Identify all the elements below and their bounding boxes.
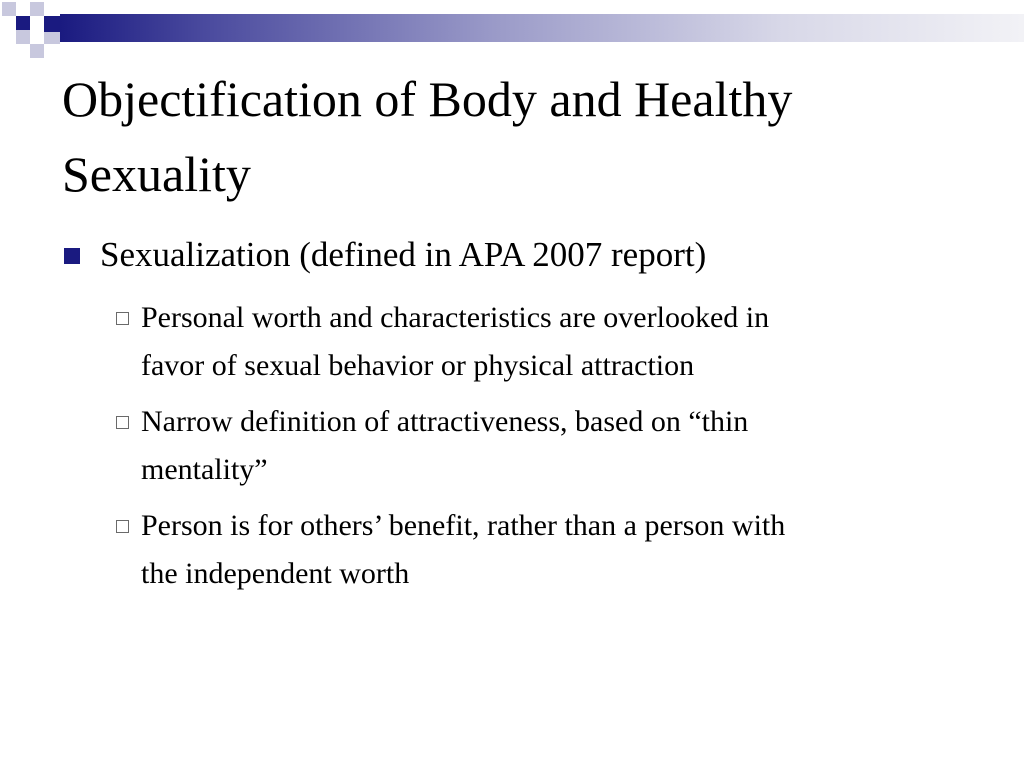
bullet-text: Sexualization (defined in APA 2007 report) (100, 235, 707, 274)
decor-square (44, 32, 60, 44)
hollow-square-icon (116, 312, 129, 325)
sub-bullet-item (116, 398, 964, 494)
header-decoration (0, 0, 1024, 60)
decor-square (2, 2, 16, 16)
slide-content (64, 232, 964, 606)
hollow-square-icon (116, 416, 129, 429)
gradient-bar (60, 14, 1024, 42)
decor-square (16, 16, 30, 30)
decor-square (16, 30, 30, 44)
sub-bullet-text: Narrow definition of attractiveness, based on “thin mentality” (141, 405, 749, 486)
sub-bullet-text: Personal worth and characteristics are overlooked in favor of sexual behavior or physical attraction (141, 301, 770, 382)
slide-title: Objectification of Body and Healthy Sexuality (62, 71, 793, 202)
sub-bullet-text: Person is for others’ benefit, rather than a person with the independent worth (141, 509, 786, 590)
decor-square (44, 16, 60, 32)
decor-square (30, 44, 44, 58)
hollow-square-icon (116, 520, 129, 533)
sub-bullet-item (116, 502, 964, 598)
decor-square (30, 2, 44, 16)
bullet-item (64, 232, 964, 278)
sub-bullet-item (116, 294, 964, 390)
sub-bullet-list (116, 294, 964, 598)
filled-square-icon (64, 248, 80, 264)
